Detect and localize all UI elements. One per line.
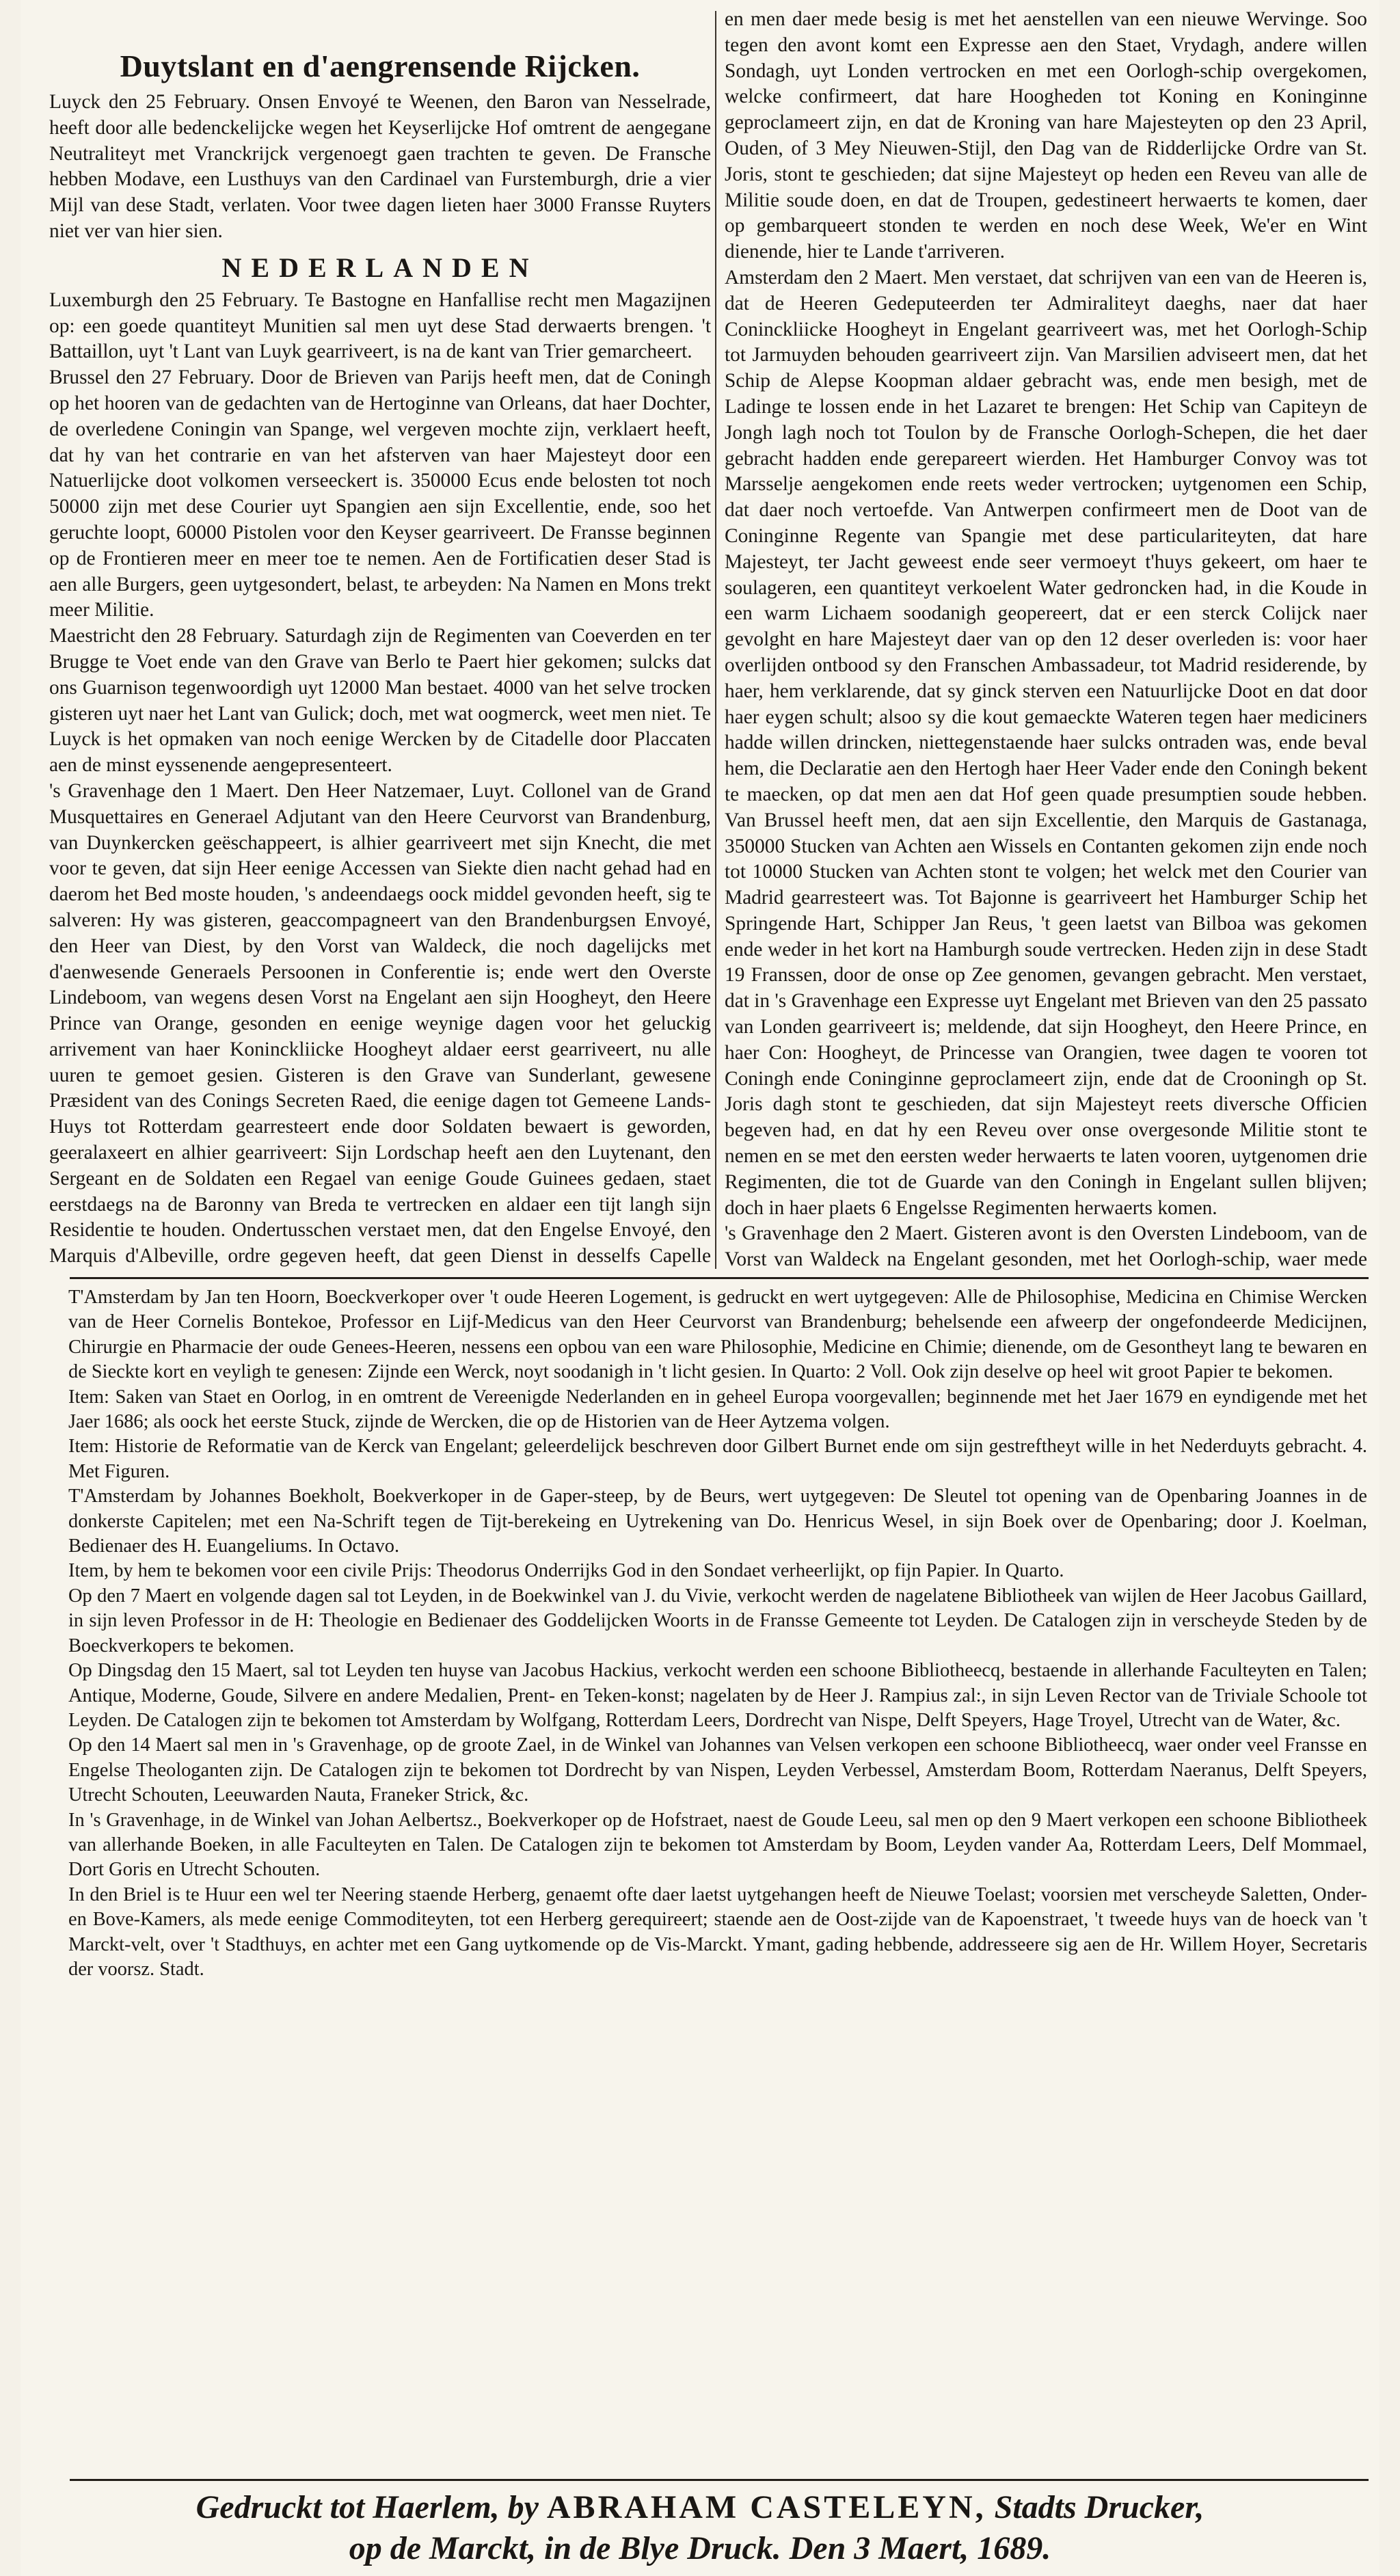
right-column [725, 7, 1367, 1272]
advertisements [68, 1285, 1367, 2475]
page-title: Duytslant en d'aengrensende Rijcken. [120, 49, 641, 83]
advertisement: In 's Gravenhage, in de Winkel van Johan Aelbertsz., Boekverkoper op de Hofstraet, naest de Goude Leeu, sal men op den 9 Maert verkopen een schoone Bibliotheek van allerhande Boeken, in alle Faculteyten en Talen. De Catalogen zijn te bekomen tot Amsterdam by Boom, Leyden vander Aa, Rotterdam Leers, Delf Mommael, Dort Goris en Utrecht Schouten. [68, 1809, 1367, 1881]
advertisement: Item: Saken van Staet en Oorlog, in en omtrent de Vereenigde Nederlanden en in geheel Europa voorgevallen; beginnende met het Jaer 1679 en eyndigende met het Jaer 1686; als oock het eerste Stuck, zijnde de Wercken, die op de Historien van de Heer Aytzema volgen. [68, 1386, 1367, 1433]
imprint-divider [70, 2479, 1369, 2481]
news-item-luyck: Luyck den 25 February. Onsen Envoyé te Weenen, den Baron van Nesselrade, heeft door alle bedenckelijcke wegen het Keyserlijcke Hof omtrent de aengegane Neutraliteyt met Vranckrijck vergenoegt gaen trachten te geven. De Fransche hebben Modave, een Lusthuys van den Cardinael van Furstemburgh, drie a vier Mijl van dese Stadt, verlaten. Voor twee dagen lieten haer 3000 Fransse Ruyters niet ver van hier sien. [49, 91, 711, 242]
left-column [49, 7, 711, 1272]
news-item-continued: en men daer mede besig is met het aenstellen van een nieuwe Wervinge. Soo tegen den avont komt een Expresse aen den Staet, Vrydagh, andere willen Sondagh, uyt Londen vertrocken en met een Oorlogh-schip overgekomen, welcke confirmeert, dat hare Hoogheden tot Koning en Koninginne geproclameert zijn, en dat de Kroning van hare Majesteyten op den 23 April, Ouden, of 3 Mey Nieuwen-Stijl, den Dag van de Ridderlijcke Ordre van St. Joris, stont te geschieden; dat sijne Majesteyt op heden een Reveu van alle de Militie soude doen, en dat de Troupen, gedestineert herwaerts te komen, daer op gembarqueert stonden te werden en noch dese Week, We'er en Wint dienende, hier te Lande t'arriveren. [725, 8, 1367, 263]
imprint-line-1 [0, 2487, 1400, 2528]
news-item-luxemburgh: Luxemburgh den 25 February. Te Bastogne en Hanfallise recht men Magazijnen op: een goede quantiteyt Munitien sal men uyt dese Stad derwaerts brengen. 't Battaillon, uyt 't Lant van Luyk gearriveert, is na de kant van Trier gemarcheert. [49, 289, 711, 363]
news-item-gravenhage-3: 's Gravenhage den 2 Maert. Gisteren avont is den Oversten Lindeboom, van de Vorst van Waldeck na Engelant gesonden, met het Oorlogh-schip, waer mede [725, 1222, 1367, 1271]
left-par-0-wrap [49, 90, 711, 245]
advertisement: In den Briel is te Huur een wel ter Neering staende Herberg, genaemt ofte daer laetst uytgehangen heeft de Nieuwe Toelast; voorsien met verscheyde Saletten, Onder- en Bove-Kamers, als mede eenige Commoditeyten, tot een Herberg gerequireert; staende aen de Oost-zijde van de Kapoenstraet, 't tweede huys van de hoeck van 't Marckt-velt, over 't Stadthuys, en achter met een Gang uytkomende op de Vis-Marckt. Ymant, gading hebbende, addresseere sig aen de Hr. Willem Hoyer, Secretaris der voorsz. Stadt. [68, 1883, 1367, 1980]
printer-imprint [0, 2487, 1400, 2569]
news-item-maestricht: Maestricht den 28 February. Saturdagh zijn de Regimenten van Coeverden en ter Brugge te Voet ende van den Grave van Berlo te Paert hier gekomen; sulcks dat ons Guarnison tegenwoordigh uyt 12000 Man bestaet. 4000 van het selve trocken gisteren uyt naer het Lant van Gulick; doch, met wat oogmerck, weet men niet. Te Luyck is het opmaken van noch eenige Wercken by de Citadelle door Placcaten aen de minst eyssenende aengepresenteert. [49, 625, 711, 777]
advertisement: Op den 14 Maert sal men in 's Gravenhage, op de groote Zael, in de Winkel van Johannes van Velsen verkopen een schoone Bibliotheecq, waer onder veel Fransse en Engelse Theologanten zijn. De Catalogen zijn te bekomen tot Dordrecht by van Nispen, Leyden Verbessel, Amsterdam Boom, Rotterdam Naeranus, Delft Speyers, Utrecht Schouten, Leeuwarden Nauta, Franeker Strick, &c. [68, 1734, 1367, 1806]
advertisement: Item, by hem te bekomen voor een civile Prijs: Theodorus Onderrijks God in den Sondaet verheerlijkt, op fijn Papier. In Quarto. [68, 1560, 1064, 1582]
advertisement: Op den 7 Maert en volgende dagen sal tot Leyden, in de Boekwinkel van J. du Vivie, verkocht werden de nagelatene Bibliotheek van wijlen de Heer Jacobus Gaillard, in sijn leven Professor in de H: Theologie en Bedienaer des Goddelijcken Woorts in de Fransse Gemeente tot Leyden. De Catalogen zijn in verscheyde Steden by de Boeckverkopers te bekomen. [68, 1585, 1367, 1656]
news-item-gravenhage-1: 's Gravenhage den 1 Maert. Den Heer Natzemaer, Luyt. Collonel van de Grand Musquettaires en Generael Adjutant van den Heere Ceurvorst van Brandenburg, van Duynkercken geëschappeert, is alhier gearriveert met sijn Knecht, die met voor te geven, dat sijn Heer eenige Accessen van Siekte dien nacht gehad had en daerom het Bed moste houden, 's andeendaegs oock middel gevonden heeft, sig te salveren: Hy was gisteren, geaccompagneert van den Brandenburgsen Envoyé, den Heer van Diest, by den Vorst van Waldeck, die noch dagelijcks met d'aenwesende Generaels Persoonen in Conferentie is; ende wert den Overste Lindeboom, van wegens desen Vorst na Engelant aen sijn Hoogheyt, den Heere Prince van Orange, gesonden en eenige weynige dagen voor het geluckig arrivement van haer Koninckliicke Hoogheyt aldaer eerst gearriveert, nu alle uuren te gemoet gesien. Gisteren is den Grave van Sunderlant, gewesene Præsident van des Conings Secreten Raed, die eenige dagen tot Gemeene Lands-Huys tot Rotterdam gearresteert ende door Soldaten bewaert is geworden, geeralaxeert en alhier gearriveert: Sijn Lordschap heeft aen den Luytenant, den Sergeant en de Soldaten een Regael van eenige Goude Guinees gedaen, staet eerstdaegs na de Baronny van Breda te vertrecken en aldaer een tijt langh sijn Residentie te houden. Ondertusschen verstaet men, dat den Engelse Envoyé, den Marquis d'Albeville, ordre gegeven heeft, dat geen Dienst in desselfs Capelle [49, 779, 711, 1267]
column-divider [715, 11, 716, 1269]
advertisement: T'Amsterdam by Johannes Boekholt, Boekverkoper in de Gaper-steep, by de Beurs, wert uytgegeven: De Sleutel tot opening van de Openbaring Joannes in de donkerste Capitelen; met een Na-Schrift tegen de Tijt-berekeing en Uytrekening van Do. Henricus Wesel, in sijn Boek over de Openbaring; door J. Koelman, Bedienaer des H. Euangeliums. In Octavo. [68, 1486, 1367, 1557]
printer-name: ABRAHAM CASTELEYN, [546, 2489, 986, 2525]
news-item-brussel: Brussel den 27 February. Door de Brieven van Parijs heeft men, dat de Coningh op het hooren van de gedachten van de Hertoginne van Orleans, dat haer Dochter, de overledene Coningin van Spange, wel vergeven mochte zijn, verklaert heeft, dat hy van het contrarie en van het afsterven van haer Majesteyt door een Natuerlijcke doot volkomen verseeckert is. 350000 Ecus ende belosten tot noch 50000 zijn met dese Courier uyt Spangien aen sijn Excellentie, ende, soo het geruchte loopt, 60000 Pistolen voor den Keyser gearriveert. De Fransse beginnen op de Frontieren meer en meer toe te nemen. Aen de Fortificatien deser Stad is aen alle Burgers, geen uytgesondert, belast, te arbeyden: Na Namen en Mons trekt meer Militie. [49, 366, 711, 621]
imprint-title: Stadts Drucker, [994, 2489, 1204, 2525]
section-divider [70, 1277, 1369, 1279]
imprint-line-2: op de Marckt, in de Blye Druck. Den 3 Maert, 1689. [349, 2530, 1051, 2566]
section-heading-nederlanden: NEDERLANDEN [221, 252, 539, 283]
advertisement: Op Dingsdag den 15 Maert, sal tot Leyden ten huyse van Jacobus Hackius, verkocht werden een schoone Bibliotheecq, bestaende in allerhande Faculteyten en Talen; Antique, Moderne, Goude, Silvere en andere Medalien, Prent- en Teken-konst; nagelaten by de Heer J. Rampius zal:, in sijn Leven Rector van de Triviale Schoole tot Leyden. De Catalogen zijn te bekomen tot Amsterdam by Wolfgang, Rotterdam Leers, Dordrecht van Nispe, Delft Speyers, Hage Troyel, Utrecht van de Water, &c. [68, 1660, 1367, 1731]
news-item-amsterdam: Amsterdam den 2 Maert. Men verstaet, dat schrijven van een van de Heeren is, dat de Heeren Gedeputeerden ter Admiraliteyt daeghs, naer dat haer Coninckliicke Hoogheyt in Engelant gearriveert was, met het Oorlogh-Schip tot Jarmuyden behouden gearriveert zijn. Van Marsilien adviseert men, dat het Schip de Alepse Koopman aldaer gebracht was, ende men besigh, met de Ladinge te lossen ende in het Lazaret te brengen: Het Schip van Capiteyn de Jongh lagh noch tot Toulon by de Fransche Oorlogh-Schepen, die het daer gebracht hadden ende gerepareert wierden. Het Hamburger Convoy was tot Marsselje aengekomen ende reets weder vertrocken; uytgenomen een Schip, dat daer noch vertoefde. Van Antwerpen confirmeert men de Doot van de Coninginne Regente van Spangie met dese particulariteyten, dat hare Majesteyt, ter Jacht geweest ende seer vermoeyt t'huys gekeert, om haer te soulageren, een quantiteyt verkoelent Water gedroncken had, in die Koude in een warm Lichaem soodanigh geopereert, dat er een sterck Colijck naer gevolght en hare Majesteyt daer van op den 12 deser overleden is: voor haer overlijden ontbood sy den Franschen Ambassadeur, tot Madrid residerende, by haer, hem verklarende, dat sy ginck sterven een Natuurlijcke Doot en dat door haer eygen schult; alsoo sy die kout gemaeckte Wateren tegen haer mediciners hadde willen drincken, niettegenstaende haer sulcks ontraden was, ende beval hem, die Declaratie aen den Hertogh haer Heer Vader ende den Coningh bekent te maecken, op dat men aen dat Hof geen quade presumptien soude hebben. Van Brussel heeft men, dat aen sijn Excellentie, den Marquis de Gastanaga, 350000 Stucken van Achten aen Wissels en Contanten gekomen zijn ende noch tot 10000 Stucken van Achten stont te volgen; het welck met den Courier van Madrid gearresteert was. Tot Bajonne is gearriveert het Hamburger Schip het Springende Hart, Schipper Jan Reus, 't geen laetst van Bilboa was gekomen ende weder in het kort na Hamburgh soude vertrecken. Heden zijn in dese Stadt 19 Franssen, door de onse op Zee genomen, gevangen gebracht. Men verstaet, dat in 's Gravenhage een Expresse uyt Engelant met Brieven van den 25 passato van Londen gearriveert is; meldende, dat sijn Hoogheyt, den Heere Prince, en haer Con: Hoogheyt, de Princesse van Orangien, twee dagen te vooren tot Coningh ende Coninginne geproclameert zijn, ende dat de Crooningh op St. Joris dagh stont te geschieden, dat sijn Majesteyt reets diversche Officien begeven had, en dat hy een Reveu over onse overgesonde Militie stont te nemen en se met den eersten weder herwaerts te laten vooren, uytgenomen drie Regimenten, die tot de Guarde van den Coningh in Engelant sullen blijven; doch in haer plaets 6 Engelsse Regimenten herwaerts komen. [725, 266, 1367, 1219]
advertisement: Item: Historie de Reformatie van de Kerck van Engelant; geleerdelijck beschreven door Gilbert Burnet ende om sijn gestreftheyt wille in het Nederduyts gebracht. 4. Met Figuren. [68, 1436, 1367, 1482]
newspaper-page [21, 0, 1379, 2576]
imprint-prefix: Gedruckt tot Haerlem, by [196, 2489, 539, 2525]
advertisement: T'Amsterdam by Jan ten Hoorn, Boeckverkoper over 't oude Heeren Logement, is gedruckt en wert uytgegeven: Alle de Philosophise, Medicina en Chimise Wercken van de Heer Cornelis Bontekoe, Professor en Lijf-Medicus van den Heer Ceurvorst van Brandenburg; behelsende een afweerp der ongefondeerde Medicijnen, Chirurgie en Pharmacie der oude Genees-Heeren, nessens een opbou van een ware Philosophie, Medicine en Chimie; dienende, om de Gesontheyt lang te bewaren en de Sieckte kort en veyligh te genesen: Zijnde een Werck, noyt soodanigh in 't licht gesien. In Quarto: 2 Voll. Ook zijn deselve op heel wit groot Papier te bekomen. [68, 1287, 1367, 1383]
